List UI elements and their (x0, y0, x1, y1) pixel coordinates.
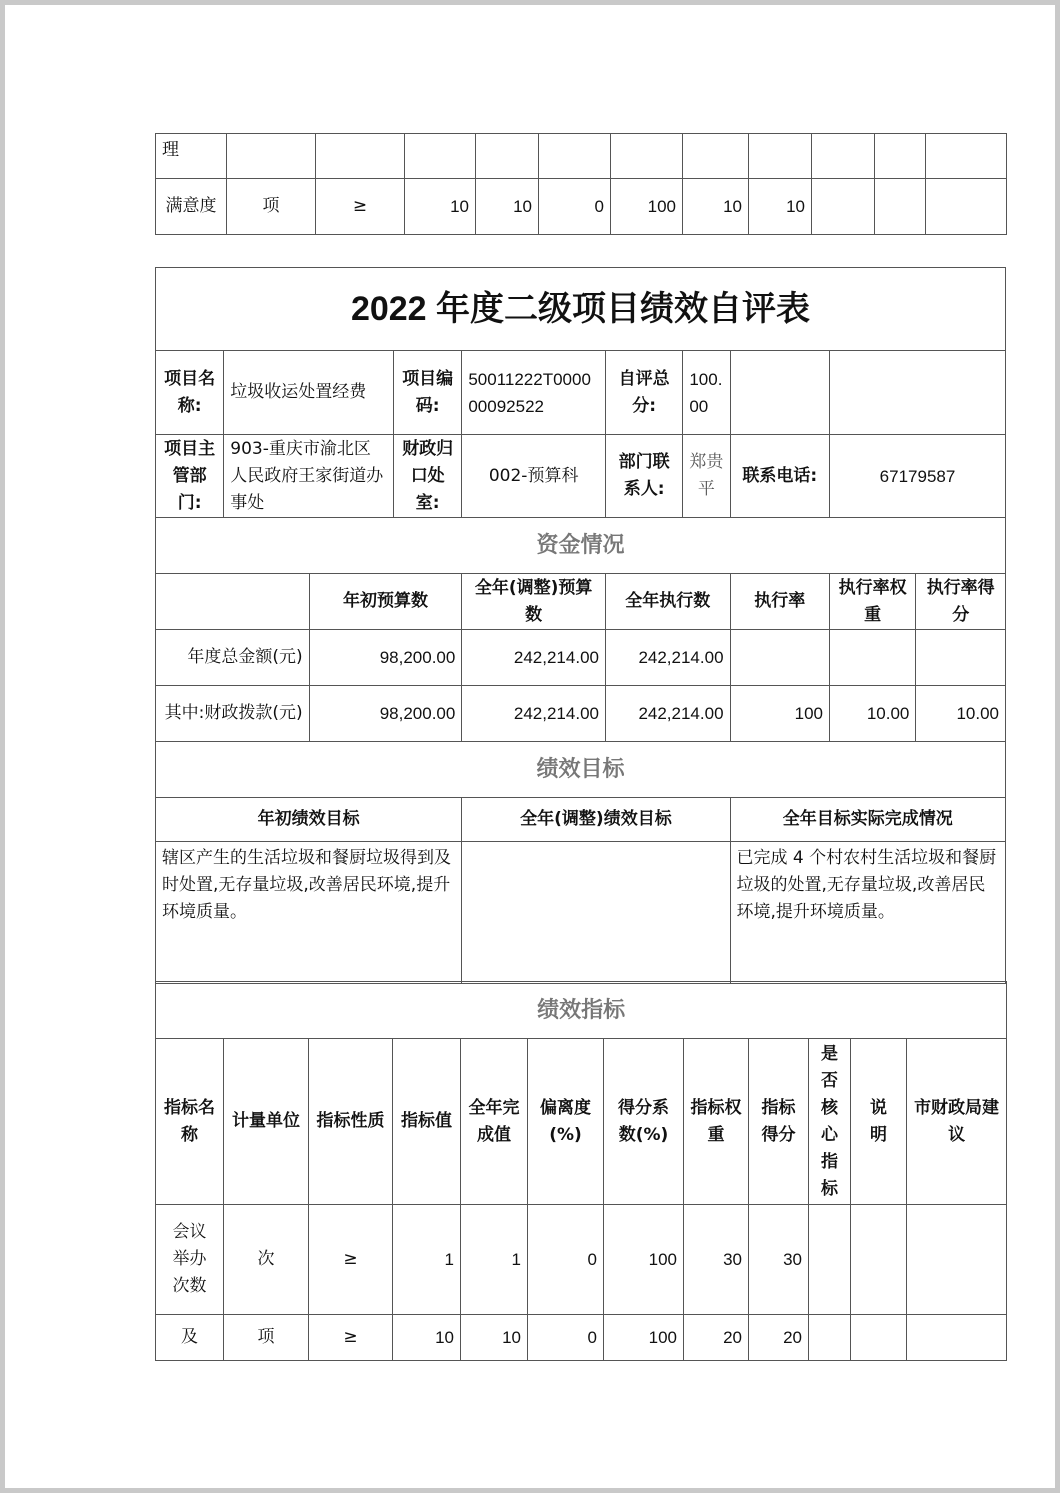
score-cell: 10 (749, 179, 812, 235)
goals-content-row (156, 842, 1006, 984)
table-row (156, 1315, 1007, 1361)
indicator-header: 指标得分 (749, 1039, 809, 1205)
rate-weight-cell (829, 630, 915, 686)
goals-header: 全年目标实际完成情况 (730, 798, 1005, 842)
indicator-header: 指标值 (393, 1039, 461, 1205)
score-cell: 30 (749, 1205, 809, 1315)
rate-score-cell (916, 630, 1006, 686)
adjusted-budget-cell: 242,214.00 (462, 630, 606, 686)
funds-row-label: 其中:财政拨款(元) (156, 686, 310, 742)
funds-header: 年初预算数 (309, 574, 462, 630)
funds-header: 执行率权重 (829, 574, 915, 630)
table-row (156, 1205, 1007, 1315)
rate-score-cell: 10.00 (916, 686, 1006, 742)
score-coef-cell: 100 (604, 1205, 684, 1315)
funds-header-row (156, 574, 1006, 630)
indicator-header: 指标性质 (309, 1039, 393, 1205)
deviation-cell: 0 (528, 1315, 604, 1361)
indicator-name-cell: 会议举办次数 (156, 1205, 224, 1315)
adjusted-budget-cell: 242,214.00 (462, 686, 606, 742)
prev-indicator-table (155, 133, 1007, 235)
dept-value: 903-重庆市渝北区人民政府王家街道办事处 (224, 435, 394, 518)
info-row-2 (156, 435, 1006, 518)
nature-cell: ≥ (316, 179, 405, 235)
phone-label: 联系电话: (730, 435, 829, 518)
unit-cell: 项 (224, 1315, 309, 1361)
initial-budget-cell: 98,200.00 (309, 630, 462, 686)
unit-cell: 项 (227, 179, 316, 235)
indicator-header: 全年完成值 (461, 1039, 528, 1205)
indicator-name-cell: 满意度 (156, 179, 227, 235)
table-row (156, 630, 1006, 686)
contact-value: 郑贵平 (683, 435, 730, 518)
evaluation-table (155, 267, 1006, 984)
nature-cell: ≥ (309, 1205, 393, 1315)
indicators-header-row (156, 1039, 1007, 1205)
page-title: 2022 年度二级项目绩效自评表 (156, 268, 1006, 351)
target-cell: 10 (405, 179, 476, 235)
rate-weight-cell: 10.00 (829, 686, 915, 742)
indicators-section-title: 绩效指标 (156, 982, 1007, 1039)
table-row (156, 134, 1007, 179)
indicator-name-cell: 理 (156, 134, 227, 179)
goals-header-row (156, 798, 1006, 842)
initial-goal-text: 辖区产生的生活垃圾和餐厨垃圾得到及时处置,无存量垃圾,改善居民环境,提升环境质量。 (156, 842, 462, 984)
weight-cell: 10 (683, 179, 749, 235)
goals-section-title: 绩效目标 (156, 742, 1006, 798)
finance-label: 财政归口处室: (394, 435, 462, 518)
indicator-header: 指标权重 (684, 1039, 749, 1205)
finance-value: 002-预算科 (462, 435, 606, 518)
funds-section-title: 资金情况 (156, 518, 1006, 574)
target-cell: 10 (393, 1315, 461, 1361)
funds-header: 执行率 (730, 574, 829, 630)
funds-header: 执行率得分 (916, 574, 1006, 630)
target-cell: 1 (393, 1205, 461, 1315)
goals-header: 全年(调整)绩效目标 (462, 798, 730, 842)
funds-row-label: 年度总金额(元) (156, 630, 310, 686)
goals-header: 年初绩效目标 (156, 798, 462, 842)
weight-cell: 30 (684, 1205, 749, 1315)
indicator-header: 偏离度(%) (528, 1039, 604, 1205)
indicator-header: 计量单位 (224, 1039, 309, 1205)
rate-cell (730, 630, 829, 686)
project-code-value: 50011222T000000092522 (462, 351, 606, 435)
table-row (156, 179, 1007, 235)
score-coef-cell: 100 (604, 1315, 684, 1361)
actual-goal-text: 已完成 4 个村农村生活垃圾和餐厨垃圾的处置,无存量垃圾,改善居民环境,提升环境质量。 (730, 842, 1005, 984)
deviation-cell: 0 (528, 1205, 604, 1315)
executed-cell: 242,214.00 (605, 630, 730, 686)
actual-cell: 10 (476, 179, 539, 235)
project-code-label: 项目编码: (394, 351, 462, 435)
table-row (156, 686, 1006, 742)
project-name-value: 垃圾收运处置经费 (224, 351, 394, 435)
indicator-header: 指标名称 (156, 1039, 224, 1205)
unit-cell: 次 (224, 1205, 309, 1315)
phone-value: 67179587 (829, 435, 1005, 518)
actual-cell: 1 (461, 1205, 528, 1315)
deviation-cell: 0 (539, 179, 611, 235)
indicator-header: 说明 (851, 1039, 907, 1205)
initial-budget-cell: 98,200.00 (309, 686, 462, 742)
funds-header: 全年(调整)预算数 (462, 574, 606, 630)
indicator-header: 得分系数(%) (604, 1039, 684, 1205)
executed-cell: 242,214.00 (605, 686, 730, 742)
adjusted-goal-text (462, 842, 730, 984)
project-name-label: 项目名称: (156, 351, 224, 435)
indicators-table (155, 981, 1007, 1361)
self-score-label: 自评总分: (605, 351, 682, 435)
score-cell: 20 (749, 1315, 809, 1361)
actual-cell: 10 (461, 1315, 528, 1361)
indicator-name-cell: 及 (156, 1315, 224, 1361)
indicator-header: 市财政局建议 (907, 1039, 1007, 1205)
score-coef-cell: 100 (611, 179, 683, 235)
weight-cell: 20 (684, 1315, 749, 1361)
info-row-1 (156, 351, 1006, 435)
contact-label: 部门联系人: (605, 435, 682, 518)
indicator-header: 是否核心指标 (809, 1039, 851, 1205)
rate-cell: 100 (730, 686, 829, 742)
nature-cell: ≥ (309, 1315, 393, 1361)
self-score-value: 100.00 (683, 351, 730, 435)
document-page (5, 5, 1055, 1488)
funds-header: 全年执行数 (605, 574, 730, 630)
dept-label: 项目主管部门: (156, 435, 224, 518)
